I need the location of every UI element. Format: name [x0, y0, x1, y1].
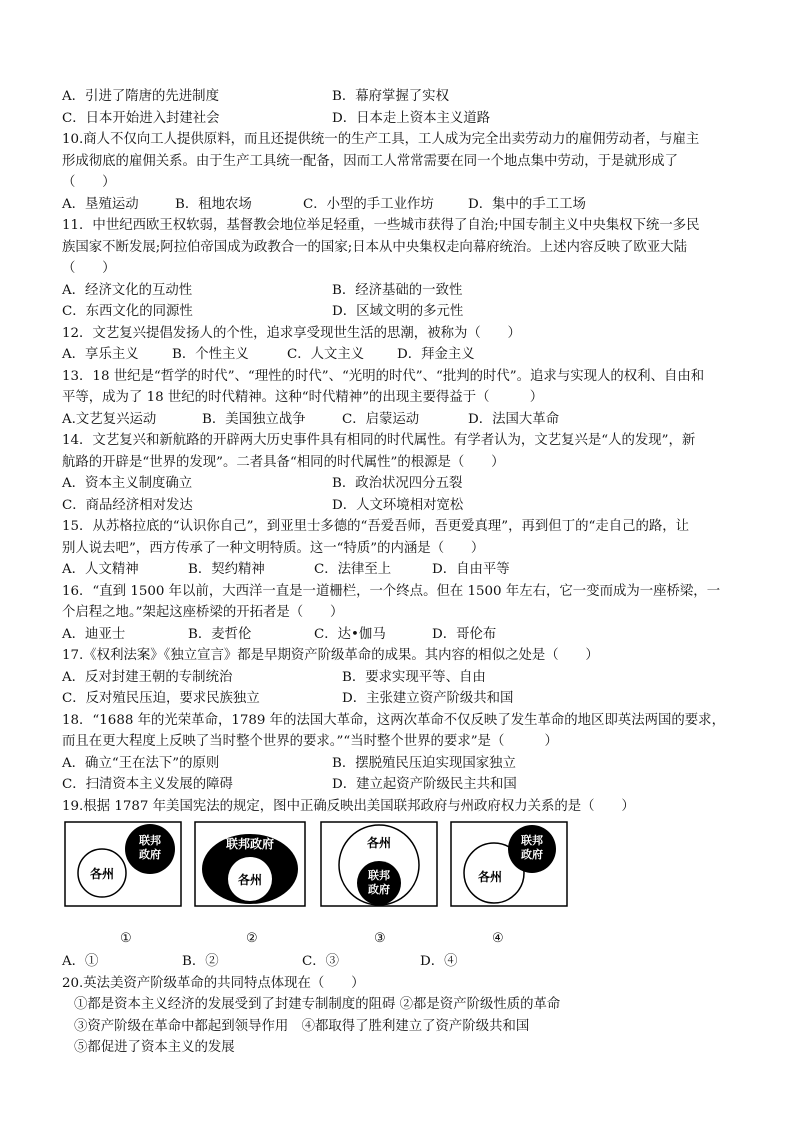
figure-4-diagram [450, 821, 568, 907]
q12-options [62, 344, 742, 366]
q20-item-line2: ③资产阶级在革命中都起到领导作用 ④都取得了胜利建立了资产阶级共和国 [74, 1018, 530, 1034]
q10-stem-line3: （ ） [62, 175, 116, 190]
q19-stem: 19.根据 1787 年美国宪法的规定，图中正确反映出美国联邦政府与州政府权力关系的是（ ） [62, 798, 635, 814]
q15-option-d[interactable]: D．自由平等 [432, 562, 510, 577]
q19-figure-2 [194, 821, 306, 907]
q13-options [62, 409, 742, 431]
q19-figures [62, 821, 742, 951]
q10-option-b[interactable]: B．租地农场 [175, 196, 252, 212]
q17-options-row2 [62, 688, 742, 710]
figure-3-federal-label-2: 政府 [368, 883, 390, 896]
q13-stem-line1: 13．18 世纪是“哲学的时代”、“理性的时代”、“光明的时代”、“批判的时代”。追求与实现人的权利、自由和 [62, 368, 705, 384]
exam-page [62, 86, 742, 1059]
q15-option-a[interactable]: A．人文精神 [62, 562, 139, 577]
q19-figure-2-label: ② [246, 931, 258, 946]
q16-stem-line2: 个启程之地。”架起这座桥梁的开拓者是（ ） [62, 605, 344, 620]
q11-options-row1 [62, 280, 742, 302]
figure-4-federal-label-1: 联邦 [521, 834, 543, 847]
q19-option-a[interactable]: A．① [62, 954, 99, 969]
q11-stem-line1: 11．中世纪西欧王权软弱，基督教会地位举足轻重，一些城市获得了自治;中国专制主义中央集权下统一多民 [62, 218, 700, 233]
figure-4-states-label: 各州 [477, 870, 503, 884]
q12-option-a[interactable]: A．享乐主义 [62, 347, 139, 362]
q18-option-a[interactable]: A．确立“王在法下”的原则 [62, 755, 220, 771]
figure-2-states-label: 各州 [237, 873, 263, 887]
q17-stem: 17.《权利法案》《独立宣言》都是早期资产阶级革命的成果。其内容的相似之处是（ ） [62, 648, 599, 663]
q12-option-b[interactable]: B．个性主义 [172, 347, 249, 362]
q16-stem-line1: 16．“直到 1500 年以前，大西洋一直是一道栅栏，一个终点。但在 1500 年左右，它一变而成为一座桥梁，一 [62, 583, 721, 599]
q13-option-d[interactable]: D．法国大革命 [468, 411, 560, 427]
q17-option-b[interactable]: B．要求实现平等、自由 [342, 669, 486, 685]
q18-stem-line2: 而且在更大程度上反映了当时整个世界的要求。”“当时整个世界的要求”是（ ） [62, 734, 558, 749]
q9-option-b[interactable]: B．幕府掌握了实权 [332, 89, 449, 104]
q9-option-d[interactable]: D．日本走上资本主义道路 [332, 110, 491, 126]
q19-option-b[interactable]: B．② [182, 954, 219, 969]
q16-option-c[interactable]: C．达•伽马 [314, 626, 386, 642]
q11-stem-line2: 族国家不断发展;阿拉伯帝国成为政教合一的国家;日本从中央集权走向幕府统治。上述内容反映了欧亚大陆 [62, 239, 687, 255]
q10-options [62, 194, 742, 216]
q9-options-row2 [62, 108, 742, 130]
q13-option-c[interactable]: C．启蒙运动 [342, 411, 420, 427]
q12-option-d[interactable]: D．拜金主义 [397, 347, 475, 362]
q16-option-a[interactable]: A．迪亚士 [62, 626, 126, 642]
q13-option-b[interactable]: B．美国独立战争 [202, 411, 306, 427]
q19-figure-4-label: ④ [492, 931, 504, 946]
q19-option-d[interactable]: D．④ [420, 954, 458, 969]
q20-item-line1: ①都是资本主义经济的发展受到了封建专制制度的阻碍 ②都是资产阶级性质的革命 [74, 997, 561, 1012]
q18-option-c[interactable]: C．扫清资本主义发展的障碍 [62, 777, 233, 792]
q11-option-c[interactable]: C．东西文化的同源性 [62, 304, 193, 319]
q10-option-c[interactable]: C．小型的手工业作坊 [303, 196, 434, 212]
q9-option-c[interactable]: C．日本开始进入封建社会 [62, 110, 220, 126]
q11-option-b[interactable]: B．经济基础的一致性 [332, 282, 463, 298]
q20-stem: 20.英法美资产阶级革命的共同特点体现在（ ） [62, 975, 365, 991]
figure-1-diagram [64, 821, 182, 907]
q15-stem-line2: 别人说去吧”，西方传承了一种文明特质。这一“特质”的内涵是（ ） [62, 540, 485, 556]
q10-option-d[interactable]: D．集中的手工工场 [468, 196, 586, 212]
q14-option-d[interactable]: D．人文环境相对宽松 [332, 497, 464, 513]
q18-options-row2 [62, 774, 742, 796]
q11-stem-line3: （ ） [62, 261, 116, 276]
q15-option-b[interactable]: B．契约精神 [188, 562, 265, 577]
q18-stem-line1: 18．“1688 年的光荣革命，1789 年的法国大革命，这两次革命不仅反映了发生革命的地区即英法两国的要求， [62, 712, 725, 728]
q10-stem-line1: 10.商人不仅向工人提供原料，而且还提供统一的生产工具，工人成为完全出卖劳动力的雇佣劳动者，与雇主 [62, 132, 700, 147]
figure-1-federal-label-2: 政府 [139, 848, 161, 861]
q14-options-row2 [62, 495, 742, 517]
figure-1-federal-label-1: 联邦 [139, 834, 161, 847]
figure-3-diagram [320, 821, 438, 907]
q11-options-row2 [62, 301, 742, 323]
q11-option-d[interactable]: D．区域文明的多元性 [332, 304, 464, 319]
q15-option-c[interactable]: C．法律至上 [314, 562, 392, 577]
q19-figure-1 [64, 821, 182, 907]
figure-1-states-label: 各州 [89, 867, 115, 881]
q19-option-c[interactable]: C．③ [302, 954, 340, 969]
q13-option-a[interactable]: A.文艺复兴运动 [62, 411, 157, 427]
q9-option-a[interactable]: A．引进了隋唐的先进制度 [62, 89, 219, 104]
q14-options-row1 [62, 473, 742, 495]
q12-stem: 12．文艺复兴提倡发扬人的个性，追求享受现世生活的思潮，被称为（ ） [62, 325, 521, 341]
q19-options [62, 951, 742, 973]
q12-option-c[interactable]: C．人文主义 [287, 347, 365, 362]
q18-option-d[interactable]: D．建立起资产阶级民主共和国 [332, 777, 517, 792]
q11-option-a[interactable]: A．经济文化的互动性 [62, 282, 193, 298]
q17-options-row1 [62, 667, 742, 689]
q9-options-row1 [62, 86, 742, 108]
figure-2-federal-label: 联邦政府 [225, 837, 275, 851]
q17-option-d[interactable]: D．主张建立资产阶级共和国 [342, 691, 514, 706]
q19-figure-3 [320, 821, 438, 907]
q19-figure-3-label: ③ [374, 931, 386, 946]
q19-figure-4 [450, 821, 568, 907]
q15-stem-line1: 15．从苏格拉底的“认识你自己”，到亚里士多德的“吾爱吾师，吾更爱真理”，再到但丁的“走自己的路，让 [62, 519, 690, 534]
q17-option-c[interactable]: C．反对殖民压迫，要求民族独立 [62, 691, 260, 706]
q16-options [62, 624, 742, 646]
q14-option-b[interactable]: B．政治状况四分五裂 [332, 476, 463, 491]
q14-stem-line1: 14．文艺复兴和新航路的开辟两大历史事件具有相同的时代属性。有学者认为，文艺复兴是“人的发现”，新 [62, 433, 696, 448]
q16-option-d[interactable]: D．哥伦布 [432, 626, 497, 642]
q14-option-a[interactable]: A．资本主义制度确立 [62, 476, 193, 491]
figure-4-federal-label-2: 政府 [521, 848, 543, 861]
figure-3-federal-label-1: 联邦 [368, 869, 390, 882]
figure-3-states-label: 各州 [366, 836, 392, 850]
q15-options [62, 559, 742, 581]
q13-stem-line2: 平等，成为了 18 世纪的时代精神。这种“时代精神”的出现主要得益于（ ） [62, 390, 544, 405]
q18-options-row1 [62, 753, 742, 775]
q10-stem-line2: 形成彻底的雇佣关系。由于生产工具统一配备，因而工人常常需要在同一个地点集中劳动，于是就形成了 [62, 153, 678, 169]
q20-item-line3: ⑤都促进了资本主义的发展 [74, 1040, 235, 1055]
q14-stem-line2: 航路的开辟是“世界的发现”。二者具备“相同的时代属性”的根源是（ ） [62, 454, 505, 470]
q14-option-c[interactable]: C．商品经济相对发达 [62, 497, 193, 513]
q10-option-a[interactable]: A．垦殖运动 [62, 196, 139, 212]
figure-2-diagram [194, 821, 306, 907]
q16-option-b[interactable]: B．麦哲伦 [188, 626, 252, 642]
q18-option-b[interactable]: B．摆脱殖民压迫实现国家独立 [332, 755, 516, 771]
q19-figure-1-label: ① [120, 931, 132, 946]
q17-option-a[interactable]: A．反对封建王朝的专制统治 [62, 669, 233, 685]
